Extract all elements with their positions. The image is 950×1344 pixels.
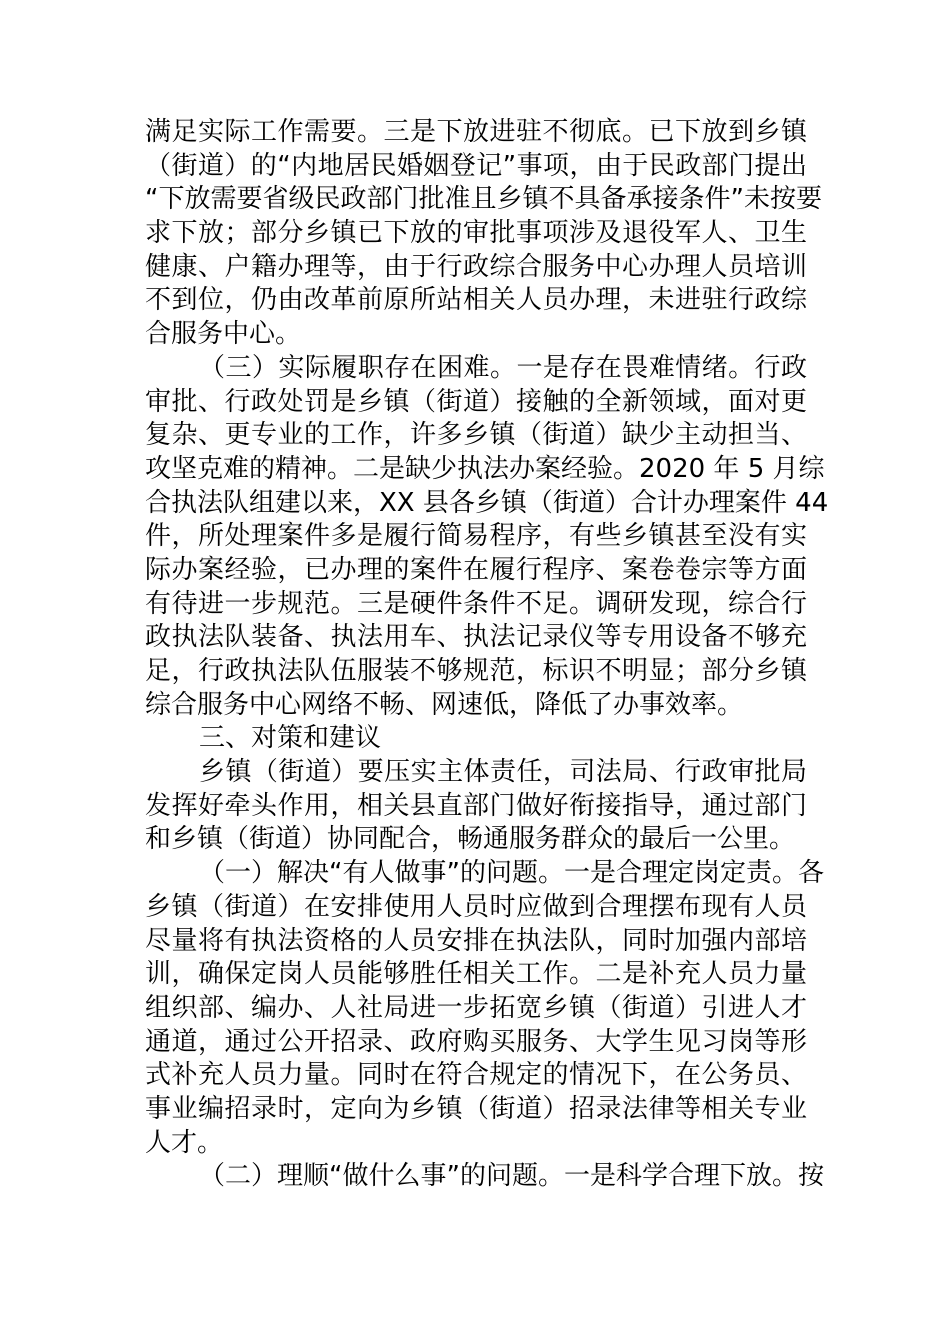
- text-line: 政执法队装备、执法用车、执法记录仪等专用设备不够充: [145, 622, 807, 653]
- section-heading: 三、对策和建议: [199, 723, 382, 754]
- subheading-line: （一）解决“有人做事”的问题。一是合理定岗定责。各: [199, 858, 824, 889]
- text-line: 攻坚克难的精神。二是缺少执法办案经验。2020 年 5 月综: [145, 453, 825, 484]
- subheading-line: （二）理顺“做什么事”的问题。一是科学合理下放。按: [199, 1161, 824, 1192]
- text-line: 和乡镇（街道）协同配合，畅通服务群众的最后一公里。: [145, 824, 796, 855]
- subheading-line: （三）实际履职存在困难。一是存在畏难情绪。行政: [199, 352, 807, 383]
- text-line: 求下放；部分乡镇已下放的审批事项涉及退役军人、卫生: [145, 218, 807, 249]
- text-line: 满足实际工作需要。三是下放进驻不彻底。已下放到乡镇: [145, 117, 807, 147]
- text-line: 足，行政执法队伍服装不够规范，标识不明显；部分乡镇: [145, 656, 807, 686]
- text-line: 合执法队组建以来，XX 县各乡镇（街道）合计办理案件 44: [145, 487, 829, 518]
- text-line: （街道）的“内地居民婚姻登记”事项，由于民政部门提出: [145, 150, 807, 181]
- text-line: 乡镇（街道）要压实主体责任，司法局、行政审批局: [199, 757, 807, 788]
- text-line: 发挥好牵头作用，相关县直部门做好衔接指导，通过部门: [145, 790, 807, 821]
- text-line: 事业编招录时，定向为乡镇（街道）招录法律等相关专业: [145, 1093, 807, 1124]
- text-line: 人才。: [145, 1127, 224, 1158]
- text-line: 有待进一步规范。三是硬件条件不足。调研发现，综合行: [145, 588, 807, 619]
- text-line: 综合服务中心网络不畅、网速低，降低了办事效率。: [145, 689, 744, 720]
- text-line: 健康、户籍办理等，由于行政综合服务中心办理人员培训: [145, 251, 807, 282]
- text-line: 件，所处理案件多是履行简易程序，有些乡镇甚至没有实: [145, 521, 807, 552]
- text-line: 合服务中心。: [145, 319, 302, 350]
- text-line: 乡镇（街道）在安排使用人员时应做到合理摆布现有人员: [145, 891, 807, 922]
- text-line: 审批、行政处罚是乡镇（街道）接触的全新领域，面对更: [145, 386, 807, 417]
- text-line: 际办案经验，已办理的案件在履行程序、案卷卷宗等方面: [145, 554, 807, 585]
- document-body: [145, 116, 829, 1194]
- text-line: 尽量将有执法资格的人员安排在执法队，同时加强内部培: [145, 925, 807, 956]
- text-line: 训，确保定岗人员能够胜任相关工作。二是补充人员力量: [145, 959, 807, 990]
- text-line: 式补充人员力量。同时在符合规定的情况下，在公务员、: [145, 1060, 807, 1091]
- text-line: 组织部、编办、人社局进一步拓宽乡镇（街道）引进人才: [145, 992, 807, 1023]
- text-line: 不到位，仍由改革前原所站相关人员办理，未进驻行政综: [145, 285, 807, 316]
- text-line: “下放需要省级民政部门批准且乡镇不具备承接条件”未按要: [145, 184, 822, 215]
- text-line: 复杂、更专业的工作，许多乡镇（街道）缺少主动担当、: [145, 420, 807, 451]
- text-line: 通道，通过公开招录、政府购买服务、大学生见习岗等形: [145, 1026, 807, 1057]
